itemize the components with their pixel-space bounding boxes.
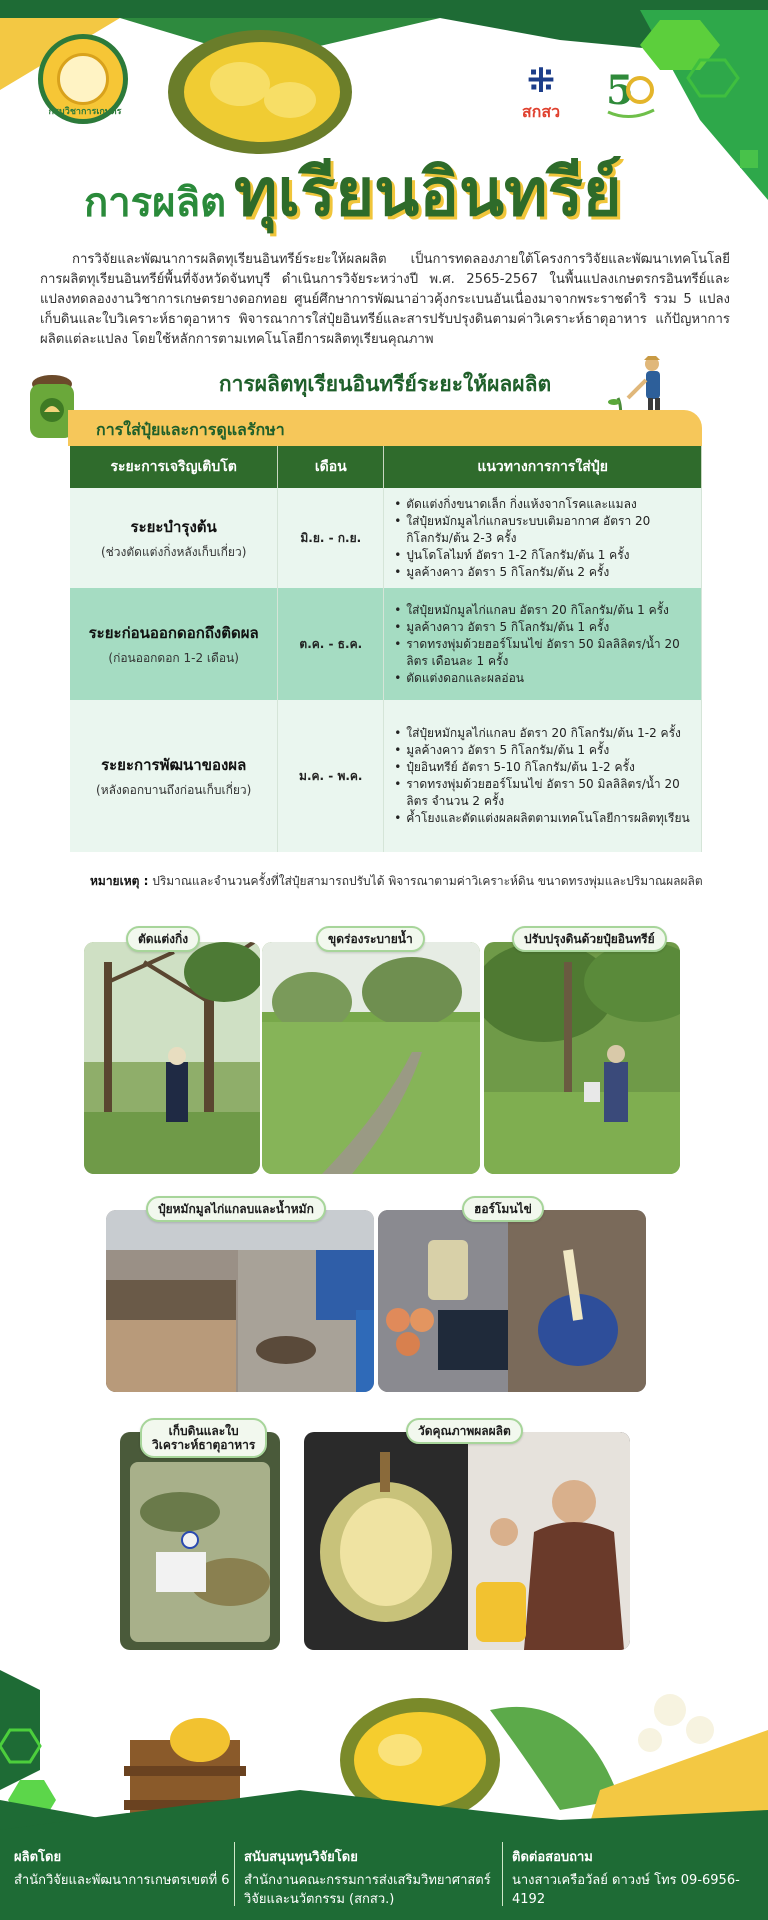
footer-divider [502,1842,503,1906]
egg-hormone-photo [378,1210,646,1392]
guide-item: • ตัดแต่งดอกและผลอ่อน [394,670,693,687]
month-cell: ม.ค. - พ.ค. [278,700,384,852]
footer-contact [512,1846,768,1909]
guide-item: • ตัดแต่งกิ่งขนาดเล็ก กิ่งแห้งจากโรคและแมลง [394,496,693,513]
anniversary-50-logo [602,60,658,124]
stage-name: ระยะการพัฒนาของผล [101,755,247,774]
quality-label: วัดคุณภาพผลผลิต [406,1418,523,1444]
sampling-label [140,1418,267,1458]
table-row [70,488,702,588]
pruning-photo [84,942,260,1174]
guide-cell [384,588,702,700]
tsri-logo-text: สกสว [521,102,561,121]
stage-subtitle: (หลังดอกบานถึงก่อนเก็บเกี่ยว) [96,782,252,797]
drainage-label: ขุดร่องระบายน้ำ [316,926,425,952]
doa-logo-text: กรมวิชาการเกษตร [48,107,122,117]
table-header-guide: แนวทางการการใส่ปุ๋ย [384,446,702,488]
guide-cell [384,700,702,852]
stage-cell [70,700,278,852]
guide-item: • มูลค้างคาว อัตรา 5 กิโลกรัม/ต้น 1 ครั้ง [394,742,693,759]
guide-cell [384,488,702,588]
title-prefix: การผลิต [84,179,227,226]
table-row [70,700,702,852]
funder-heading: สนับสนุนทุนวิจัยโดย [244,1850,358,1865]
drainage-photo [262,942,480,1174]
table-row [70,588,702,700]
hormone-label: ฮอร์โมนไข่ [462,1196,544,1222]
guide-item: • ปูนโดโลไมท์ อัตรา 1-2 กิโลกรัม/ต้น 1 ครั้ง [394,547,693,564]
month-cell: มิ.ย. - ก.ย. [278,488,384,588]
stage-cell [70,488,278,588]
funder-text-line2: วิจัยและนวัตกรรม (สกสว.) [244,1892,395,1907]
footer-divider [234,1842,235,1906]
contact-text: นางสาวเครือวัลย์ ดาวงษ์ โทร 09-6956-4192 [512,1873,740,1907]
stage-name: ระยะก่อนออกดอกถึงติดผล [88,623,259,642]
fertilizer-table [70,446,702,852]
sampling-label-line2: วิเคราะห์ธาตุอาหาร [152,1438,256,1452]
note [90,872,730,891]
sampling-photo [120,1432,280,1650]
note-label: หมายเหตุ : [90,874,149,888]
guide-item: • มูลค้างคาว อัตรา 5 กิโลกรัม/ต้น 1 ครั้ง [394,619,693,636]
guide-item: • ค้ำโยงและตัดแต่งผลผลิตตามเทคโนโลยีการผลิตทุเรียน [394,810,693,827]
funder-text-line1: สำนักงานคณะกรรมการส่งเสริมวิทยาศาสตร์ [244,1873,491,1888]
page-title: ทุเรียนอินทรีย์ [234,153,622,231]
table-header-month: เดือน [278,446,384,488]
intro-paragraph: การวิจัยและพัฒนาการผลิตทุเรียนอินทรีย์ระยะให้ผลผลิต เป็นการทดลองภายใต้โครงการวิจัยและพัฒนาเทคโนโลยีการผลิตทุเรียนอินทรีย์พื้นที่จังหวัดจันทบุรี ดำเนินการวิจัยระหว่างปี พ.ศ. 2565-2567 ในพื้นแปลงเกษตรกรอินทรีย์และแปลงทดลองงานวิชาการเกษตรยางดอกทอย ศูนย์ศึกษาการพัฒนาอ่าวคุ้งกระเบนอันเนื่องมาจากพระราชดำริ รวม 5 แปลง เก็บดินและใบวิเคราะห์ธาตุอาหาร พิจารณาการใส่ปุ๋ยอินทรีย์และสารปรับปรุงดินตามค่าวิเคราะห์ธาตุอาหาร แก้ปัญหาการผลิตแต่ละแปลง โดยใช้หลักการตามเทคโนโลยีการผลิตทุเรียนคุณภาพ [40,252,730,347]
guide-item: • ใส่ปุ๋ยหมักมูลไก่แกลบ อัตรา 20 กิโลกรัม/ต้น 1 ครั้ง [394,602,693,619]
compost-photo [106,1210,374,1392]
guide-item: • ใส่ปุ๋ยหมักมูลไก่แกลบ อัตรา 20 กิโลกรัม/ต้น 1-2 ครั้ง [394,725,693,742]
sampling-label-line1: เก็บดินและใบ [168,1424,239,1438]
contact-heading: ติดต่อสอบถาม [512,1850,593,1865]
svg-text:5: 5 [606,67,634,114]
stage-subtitle: (ช่วงตัดแต่งกิ่งหลังเก็บเกี่ยว) [100,544,247,559]
stage-subtitle: (ก่อนออกดอก 1-2 เดือน) [108,650,239,665]
stage-cell [70,588,278,700]
tsri-logo [516,62,566,125]
table-header-row [70,446,702,488]
table-header-stage: ระยะการเจริญเติบโต [70,446,278,488]
pruning-label: ตัดแต่งกิ่ง [126,926,200,952]
month-cell: ต.ค. - ธ.ค. [278,588,384,700]
section-title: การผลิตทุเรียนอินทรีย์ระยะให้ผลผลิต [218,372,552,396]
subsection-title: การใส่ปุ๋ยและการดูแลรักษา [96,420,285,439]
stage-name: ระยะบำรุงต้น [130,517,217,536]
guide-item: • ปุ๋ยอินทรีย์ อัตรา 5-10 กิโลกรัม/ต้น 1-2 ครั้ง [394,759,693,776]
quality-photo [304,1432,630,1650]
guide-item: • ราดทรงพุ่มด้วยฮอร์โมนไข่ อัตรา 50 มิลลิลิตร/น้ำ 20 ลิตร จำนวน 2 ครั้ง [394,776,693,810]
soil-improvement-label: ปรับปรุงดินด้วยปุ๋ยอินทรีย์ [512,926,667,952]
guide-item: • ราดทรงพุ่มด้วยฮอร์โมนไข่ อัตรา 50 มิลลิลิตร/น้ำ 20 ลิตร เดือนละ 1 ครั้ง [394,636,693,670]
guide-item: • มูลค้างคาว อัตรา 5 กิโลกรัม/ต้น 2 ครั้ง [394,564,693,581]
producer-heading: ผลิตโดย [14,1850,62,1865]
producer-text: สำนักวิจัยและพัฒนาการเกษตรเขตที่ 6 [14,1873,230,1888]
guide-item: • ใส่ปุ๋ยหมักมูลไก่แกลบระบบเติมอากาศ อัตรา 20 กิโลกรัม/ต้น 2-3 ครั้ง [394,513,693,547]
soil-improvement-photo [484,942,680,1174]
footer-funder [244,1846,491,1909]
compost-label: ปุ๋ยหมักมูลไก่แกลบและน้ำหมัก [146,1196,326,1222]
tsri-mark-icon: ⁜ [526,61,556,101]
footer-producer [14,1846,230,1890]
note-text: ปริมาณและจำนวนครั้งที่ใส่ปุ๋ยสามารถปรับได้ พิจารณาตามค่าวิเคราะห์ดิน ขนาดทรงพุ่มและปริมาณผลผลิต [152,874,703,888]
